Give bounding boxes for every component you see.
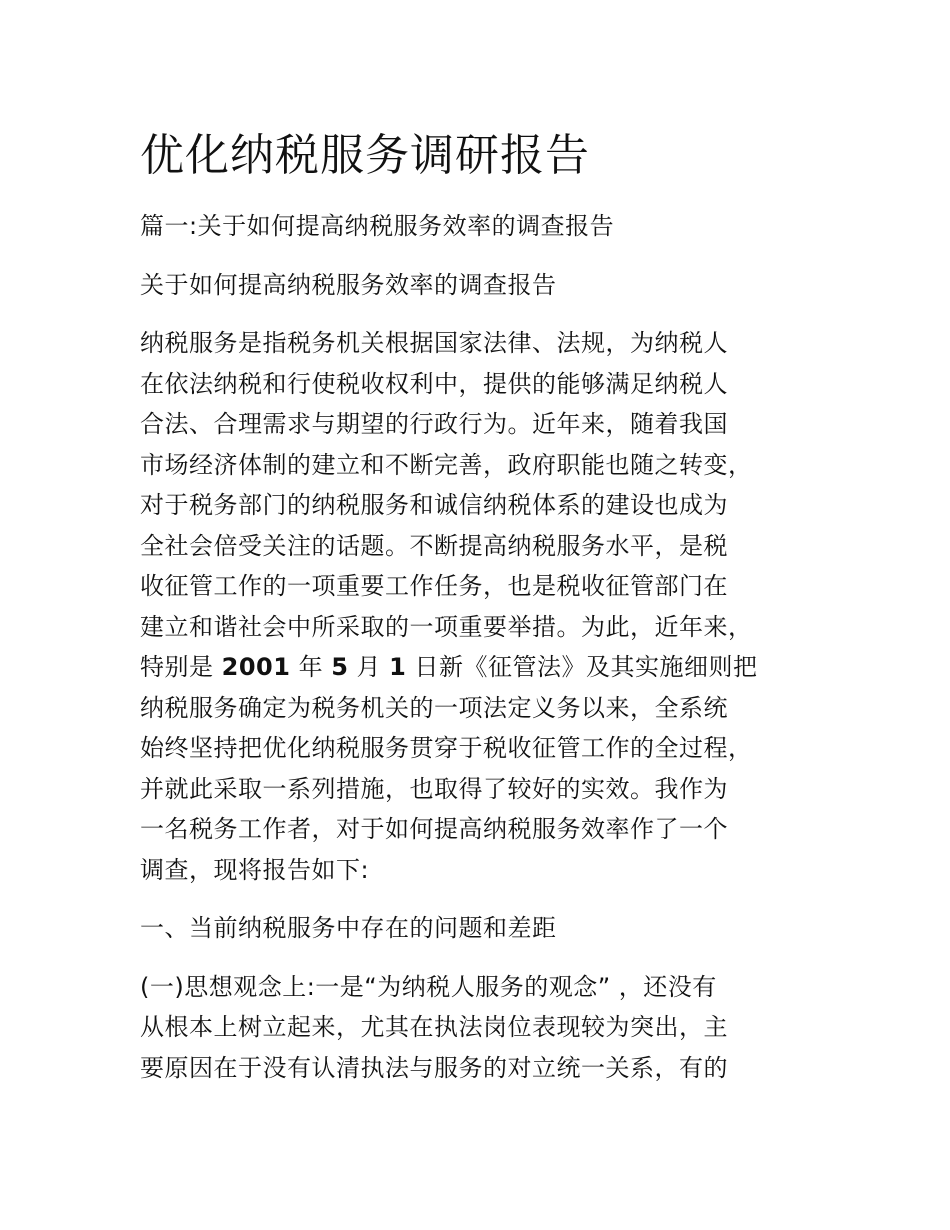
body-line: 在依法纳税和行使税收权利中，提供的能够满足纳税人: [140, 369, 728, 398]
date-month: 5: [331, 653, 349, 681]
body-line: 调查，现将报告如下:: [140, 855, 370, 884]
section-line: 要原因在于没有认清执法与服务的对立统一关系，有的: [140, 1053, 728, 1082]
body-line-date: [140, 647, 820, 688]
document-page: [140, 128, 820, 1106]
report-heading: 关于如何提高纳税服务效率的调查报告: [140, 270, 557, 299]
section-heading: 一、当前纳税服务中存在的问题和差距: [140, 914, 557, 942]
section-paragraph: [140, 967, 820, 1089]
body-line: 纳税服务确定为税务机关的一项法定义务以来，全系统: [140, 693, 728, 722]
body-line: 合法、合理需求与期望的行政行为。近年来，随着我国: [140, 410, 728, 438]
document-subtitle: 篇一:关于如何提高纳税服务效率的调查报告: [140, 212, 615, 240]
body-line: 收征管工作的一项重要工作任务，也是税收征管部门在: [140, 572, 728, 600]
body-line: 对于税务部门的纳税服务和诚信纳税体系的建设也成为: [140, 491, 728, 519]
body-line: 一名税务工作者，对于如何提高纳税服务效率作了一个: [140, 815, 728, 843]
section-line: 从根本上树立起来，尤其在执法岗位表现较为突出，主: [140, 1013, 728, 1041]
date-year: 2001: [221, 653, 291, 681]
body-paragraph: [140, 323, 820, 890]
date-year-suffix: 年: [290, 653, 332, 681]
body-line: 始终坚持把优化纳税服务贯穿于税收征管工作的全过程，: [140, 734, 753, 762]
body-line: 并就此采取一系列措施，也取得了较好的实效。我作为: [140, 774, 728, 803]
date-month-suffix: 月: [348, 653, 390, 681]
document-title: 优化纳税服务调研报告: [140, 130, 590, 181]
section-line: (一)思想观念上:一是“为纳税人服务的观念” ，还没有: [140, 972, 717, 1001]
date-prefix: 特别是: [140, 653, 222, 681]
date-day: 1: [389, 653, 407, 681]
body-line: 市场经济体制的建立和不断完善，政府职能也随之转变，: [140, 450, 753, 479]
body-line: 全社会倍受关注的话题。不断提高纳税服务水平，是税: [140, 531, 728, 560]
body-line: 建立和谐社会中所采取的一项重要举措。为此，近年来，: [140, 612, 753, 641]
body-line: 纳税服务是指税务机关根据国家法律、法规，为纳税人: [140, 329, 728, 357]
date-postfix: 日新《征管法》及其实施细则把: [406, 653, 758, 681]
